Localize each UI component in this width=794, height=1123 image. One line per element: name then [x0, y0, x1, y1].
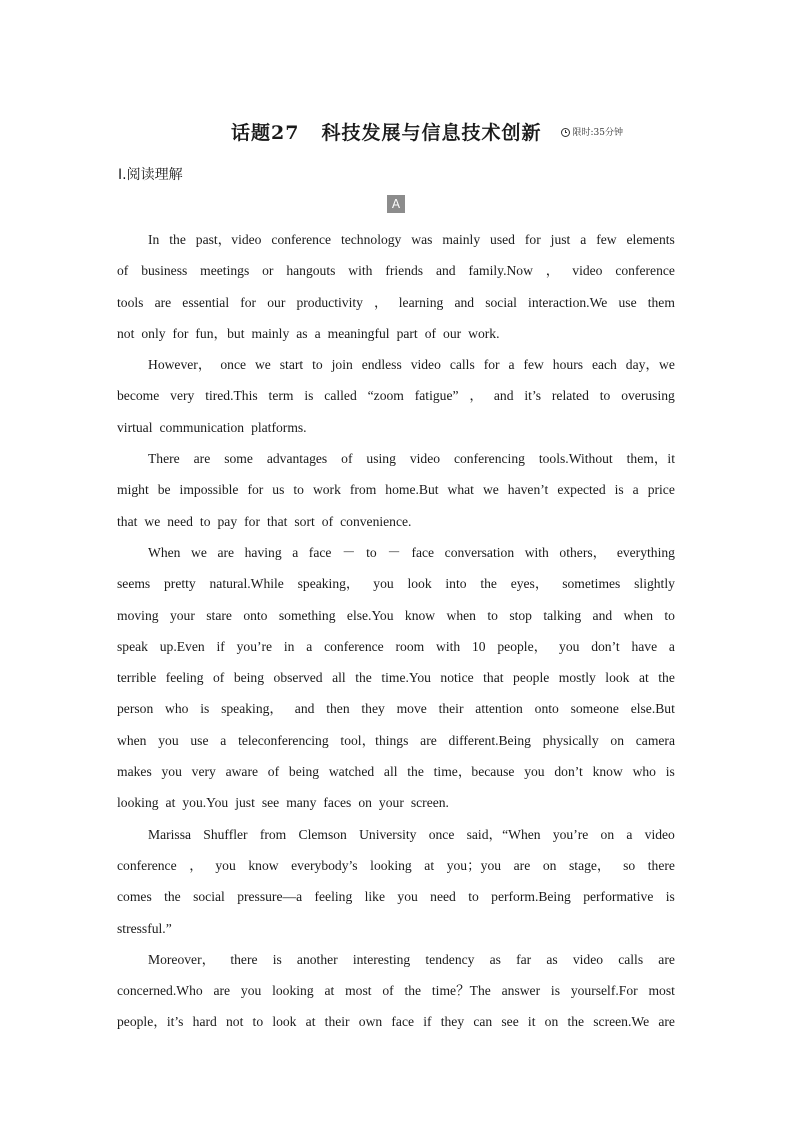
topic-title: 科技发展与信息技术创新 — [321, 122, 542, 144]
text-line: moving your stare onto something else.You know when to stop talking and when to — [117, 607, 675, 623]
text-line: comes the social pressure—a feeling like you need to perform.Being performative is — [117, 889, 675, 905]
text-line: Moreover， there is another interesting tendency as far as video calls are — [148, 951, 675, 967]
time-limit — [561, 125, 623, 138]
text-line: virtual communication platforms. — [117, 419, 307, 435]
paragraph — [117, 537, 675, 819]
text-line: not only for fun，but mainly as a meaningful part of our work. — [117, 325, 500, 341]
text-line: become very tired.This term is called “zoom fatigue” ， and it’s related to overusing — [117, 388, 675, 404]
text-line: makes you very aware of being watched all the time，because you don’t know who is — [117, 764, 675, 780]
paragraph — [117, 349, 675, 443]
text-line: Marissa Shuffler from Clemson University once said，“When you’re on a video — [148, 826, 675, 842]
text-line: when you use a teleconferencing tool，things are different.Being physically on camera — [117, 732, 675, 748]
text-line: In the past，video conference technology was mainly used for just a few elements — [148, 232, 675, 247]
text-line: that we need to pay for that sort of convenience. — [117, 513, 412, 529]
text-line: looking at you.You just see many faces on your screen. — [117, 795, 449, 811]
passage-body — [117, 224, 675, 1038]
page-title — [231, 118, 541, 145]
paragraph — [117, 944, 675, 1038]
text-line: people，it’s hard not to look at their own face if they can see it on the screen.We are — [117, 1014, 675, 1030]
text-line: concerned.Who are you looking at most of the time？The answer is yourself.For most — [117, 983, 675, 999]
text-line: person who is speaking， and then they move their attention onto someone else.But — [117, 701, 675, 717]
text-line: tools are essential for our productivity ， learning and social interaction.We use them — [117, 294, 675, 310]
text-line: speak up.Even if you’re in a conference room with 10 people， you don’t have a — [117, 638, 675, 654]
clock-icon — [561, 128, 570, 137]
text-line: might be impossible for us to work from home.But what we haven’t expected is a price — [117, 482, 675, 498]
text-line: of business meetings or hangouts with friends and family.Now ， video conference — [117, 263, 675, 279]
paragraph — [117, 819, 675, 944]
topic-label: 话题27 — [231, 122, 300, 144]
text-line: There are some advantages of using video conferencing tools.Without them，it — [148, 451, 675, 467]
passage-label-badge: A — [387, 195, 405, 213]
paragraph — [117, 224, 675, 349]
text-line: seems pretty natural.While speaking， you look into the eyes， sometimes slightly — [117, 576, 675, 592]
text-line: However， once we start to join endless video calls for a few hours each day，we — [148, 357, 675, 373]
paragraph — [117, 443, 675, 537]
time-limit-text: 限时:35分钟 — [572, 128, 623, 138]
text-line: stressful.” — [117, 920, 172, 936]
text-line: When we are having a face － to － face conversation with others， everything — [148, 544, 675, 560]
title-row — [0, 118, 794, 145]
section-heading: Ⅰ.阅读理解 — [118, 167, 183, 183]
text-line: terrible feeling of being observed all the time.You notice that people mostly look at the — [117, 670, 675, 686]
text-line: conference ， you know everybody’s looking at you；you are on stage， so there — [117, 857, 675, 873]
